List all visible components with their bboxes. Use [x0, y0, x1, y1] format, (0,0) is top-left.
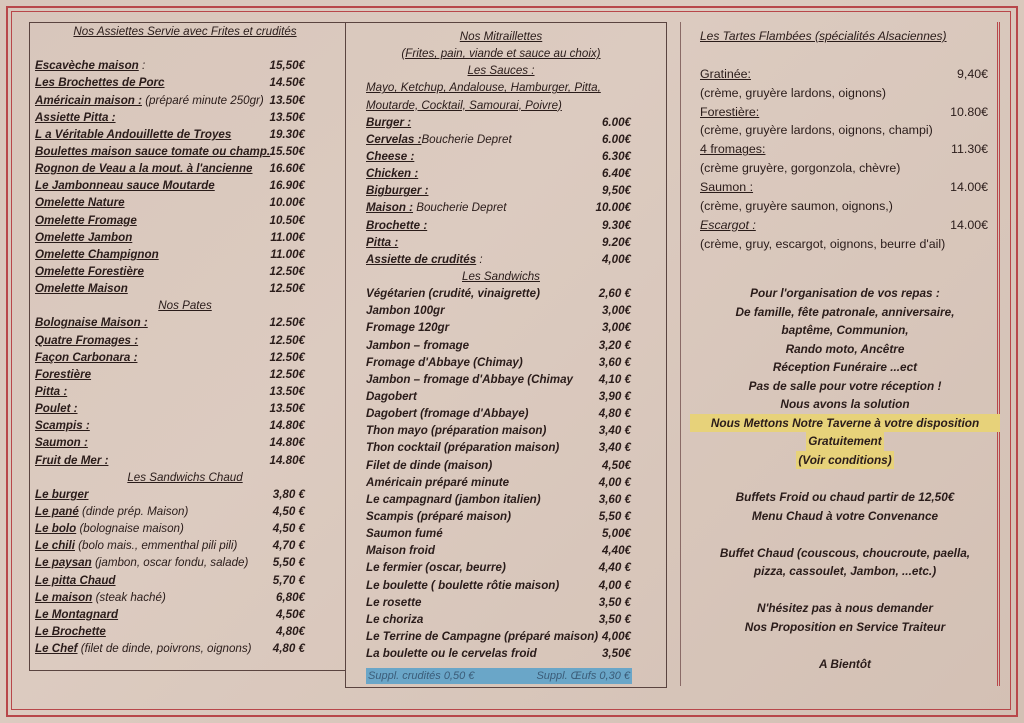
menu-item [35, 280, 335, 297]
item-name: Saumon : [35, 436, 88, 450]
item-name: L a Véritable Andouillette de Troyes [35, 127, 232, 141]
item-name: Quatre Fromages : [35, 333, 139, 347]
assiettes-column [35, 23, 335, 657]
menu-item [366, 285, 636, 302]
item-price: 12.50€ [269, 282, 305, 296]
menu-item [366, 337, 636, 354]
highlight-line [690, 451, 1000, 470]
menu-item [35, 417, 335, 434]
item-description: (crème gruyère, gorgonzola, chèvre) [700, 161, 901, 176]
menu-item [366, 559, 636, 576]
item-price: 13.50€ [269, 384, 305, 398]
menu-item [35, 366, 335, 383]
item-price: 10.50€ [269, 213, 305, 227]
menu-item [35, 434, 335, 451]
item-description: (dinde prép. Maison) [78, 504, 189, 518]
item-price: 12.50€ [269, 333, 305, 347]
info-line: Pas de salle pour votre réception ! [748, 378, 942, 393]
item-price: 10.00€ [595, 201, 631, 215]
item-name: Le Brochette [35, 624, 106, 638]
menu-item [35, 383, 335, 400]
item-name: Omelette Maison [35, 282, 128, 296]
item-price: 3,40 € [598, 441, 631, 455]
item-name: Fromage 120gr [366, 321, 450, 335]
item-price: 14.00€ [950, 217, 988, 232]
item-name: Jambon – fromage d'Abbaye (Chimay [366, 372, 573, 386]
item-name: Le fermier (oscar, beurre) [366, 561, 506, 575]
item-price: 14.50€ [269, 76, 305, 90]
highlight-text: (Voir conditions) [796, 451, 893, 470]
item-name: Végétarien (crudité, vinaigrette) [366, 287, 540, 301]
item-price: 4,80 € [598, 407, 631, 421]
item-price: 5,70 € [272, 573, 305, 587]
info-line: Pour l'organisation de vos repas : [750, 286, 940, 300]
item-name: Dagobert (fromage d'Abbaye) [366, 407, 529, 421]
item-name: La boulette ou le cervelas froid [366, 647, 537, 661]
supplements-bar [366, 668, 632, 684]
item-name: Rognon de Veau a la mout. à l'ancienne [35, 162, 253, 176]
item-price: 3,50 € [598, 595, 631, 609]
item-price: 4,00 € [598, 578, 631, 592]
menu-item [366, 577, 636, 594]
item-description: (crème, gruyère lardons, oignons, champi) [700, 123, 933, 138]
item-name: Bigburger : [366, 184, 429, 198]
item-name: Cheese : [366, 149, 415, 163]
menu-item [366, 508, 636, 525]
item-price: 3,80 € [272, 487, 305, 501]
item-name: Chicken : [366, 167, 419, 181]
menu-item [35, 143, 335, 160]
mitraillettes-title: Nos Mitraillettes [459, 30, 543, 43]
blank-line [700, 46, 990, 65]
item-price: 3,60 € [598, 355, 631, 369]
item-description: (filet de dinde, poivrons, oignons) [77, 642, 252, 656]
item-price: 19.30€ [269, 127, 305, 141]
item-name: Burger : [366, 115, 412, 129]
menu-item [366, 131, 636, 148]
item-name: Omelette Forestière [35, 264, 144, 278]
item-price: 5,00€ [601, 527, 631, 541]
item-name: Le pitta Chaud [35, 573, 116, 587]
menu-item [366, 525, 636, 542]
item-price: 9,40€ [956, 66, 988, 81]
item-price: 13.50€ [269, 402, 305, 416]
item-name: Thon cocktail (préparation maison) [366, 441, 560, 455]
item-name: Le burger [35, 487, 89, 501]
assiettes-title: Nos Assiettes Servie avec Frites et crudités [73, 25, 297, 38]
item-price: 4,50 € [272, 504, 305, 518]
highlight-line [690, 414, 1000, 433]
item-price: 9,50€ [601, 184, 631, 198]
menu-item [35, 74, 335, 91]
sauces-list: Mayo, Ketchup, Andalouse, Hamburger, Pitta, [366, 81, 601, 95]
menu-item [35, 212, 335, 229]
menu-item [366, 457, 636, 474]
item-description: (steak haché) [92, 590, 166, 604]
menu-item [366, 148, 636, 165]
closing-line: A Bientôt [819, 656, 871, 671]
menu-item [35, 160, 335, 177]
item-description: (crème, gruyère lardons, oignons) [700, 85, 886, 100]
item-price: 3,40 € [598, 424, 631, 438]
sandwichs-chaud-title: Les Sandwichs Chaud [127, 470, 243, 484]
traiteur-line: Nos Proposition en Service Traiteur [744, 619, 946, 634]
buffets-line: Buffets Froid ou chaud partir de 12,50€ [735, 490, 955, 505]
buffet-chaud-line: Buffet Chaud (couscous, choucroute, paella, [719, 545, 971, 560]
item-price: 5,50 € [598, 509, 631, 523]
tartes-title: Les Tartes Flambées (spécialités Alsaciennes) [700, 29, 947, 43]
item-name: Le Chef [35, 642, 78, 656]
item-name: Scampis : [35, 419, 90, 433]
item-name: Assiette Pitta : [35, 110, 116, 124]
menu-item [35, 314, 335, 331]
item-price: 4,00€ [601, 629, 631, 643]
item-price: 3,20 € [598, 338, 631, 352]
item-name: Américain maison : [35, 93, 142, 107]
info-line: Rando moto, Ancêtre [785, 341, 905, 356]
item-price: 3,50 € [598, 612, 631, 626]
menu-item [366, 319, 636, 336]
item-price: 6.00€ [601, 115, 631, 129]
menu-item [366, 354, 636, 371]
item-price: 2,60 € [598, 287, 631, 301]
blank-line [690, 636, 1000, 655]
supplement-crudites: Suppl. crudités 0,50 € [368, 670, 475, 682]
item-name: Jambon – fromage [366, 338, 470, 352]
item-name: Brochette : [366, 218, 428, 232]
info-line: Réception Funéraire ...ect [772, 360, 918, 375]
item-price: 11.00€ [270, 247, 305, 261]
item-name: Forestière [35, 367, 92, 381]
menu-item [366, 594, 636, 611]
item-price: 12.50€ [269, 316, 305, 330]
item-price: 16.60€ [269, 162, 305, 176]
menu-item [35, 623, 335, 640]
item-description: (préparé minute 250gr) [141, 93, 264, 107]
item-name: Poulet : [35, 402, 78, 416]
item-name: Le chili [35, 539, 75, 553]
menu-item [366, 645, 636, 662]
sauces-title: Les Sauces : [467, 64, 535, 78]
item-name: Bolognaise Maison : [35, 316, 148, 330]
menu-item [35, 194, 335, 211]
menu-item [366, 388, 636, 405]
menu-item [366, 491, 636, 508]
item-name: Le pané [35, 504, 79, 518]
item-description: (bolognaise maison) [76, 522, 184, 536]
menu-item [35, 126, 335, 143]
item-name: Dagobert [366, 389, 417, 403]
item-name: Maison : [366, 201, 414, 215]
menu-item [366, 114, 636, 131]
item-name: Thon mayo (préparation maison) [366, 424, 547, 438]
tartes-flambees-column [700, 27, 990, 254]
item-price: 16.90€ [269, 179, 305, 193]
item-name: Américain préparé minute [366, 475, 510, 489]
buffets-line: Menu Chaud à votre Convenance [751, 508, 939, 523]
item-price: 4,80€ [275, 624, 305, 638]
item-name: Omelette Jambon [35, 230, 133, 244]
traiteur-line: N'hésitez pas à nous demander [757, 601, 933, 616]
menu-item [366, 628, 636, 645]
item-price: 3,00€ [601, 321, 631, 335]
highlight-text: Nous Mettons Notre Taverne à votre disposition [710, 415, 980, 430]
item-price: 9.20€ [601, 235, 631, 249]
menu-item [366, 217, 636, 234]
item-price: 4,10 € [598, 372, 631, 386]
menu-item [35, 520, 335, 537]
menu-item [35, 246, 335, 263]
item-description: (crème, gruyère saumon, oignons,) [700, 199, 893, 214]
item-name: Omelette Nature [35, 196, 125, 210]
menu-item [35, 349, 335, 366]
item-name: Filet de dinde (maison) [366, 458, 493, 472]
menu-item [366, 474, 636, 491]
item-price: 4,50 € [272, 522, 305, 536]
tarte-item [700, 216, 990, 235]
item-name: Jambon 100gr [366, 304, 445, 318]
menu-item [366, 422, 636, 439]
item-name: Fromage d'Abbaye (Chimay) [366, 355, 523, 369]
item-name: Façon Carbonara : [35, 350, 138, 364]
item-name: Escavèche maison [35, 59, 139, 73]
item-price: 4,40 € [598, 561, 631, 575]
item-name: Le maison [35, 590, 93, 604]
tarte-item [700, 178, 990, 197]
item-name: Le paysan [35, 556, 92, 570]
buffet-chaud-line: pizza, cassoulet, Jambon, ...etc.) [753, 564, 937, 579]
item-price: 4,70 € [272, 539, 305, 553]
item-name: Le rosette [366, 595, 422, 609]
supplement-oeufs: Suppl. Œufs 0,30 € [536, 670, 630, 682]
menu-item [35, 452, 335, 469]
item-description: (jambon, oscar fondu, salade) [91, 556, 249, 570]
item-description: : [476, 252, 483, 266]
menu-item [35, 572, 335, 589]
item-description: : [138, 59, 146, 73]
item-price: 6.40€ [601, 167, 631, 181]
item-name: Le Jambonneau sauce Moutarde [35, 179, 215, 193]
item-name: Le Terrine de Campagne (préparé maison) [366, 629, 599, 643]
item-name: Gratinée: [700, 66, 751, 81]
item-name: Escargot : [700, 217, 756, 232]
menu-item [35, 92, 335, 109]
item-price: 11.00€ [270, 230, 305, 244]
tarte-item [700, 140, 990, 159]
item-price: 12.50€ [269, 264, 305, 278]
item-price: 12.50€ [269, 350, 305, 364]
menu-item [35, 606, 335, 623]
tarte-item [700, 65, 990, 84]
item-name: Le boulette ( boulette rôtie maison) [366, 578, 560, 592]
item-price: 4,00 € [598, 475, 631, 489]
menu-item [366, 611, 636, 628]
item-name: Omelette Fromage [35, 213, 137, 227]
item-description: Boucherie Depret [421, 132, 512, 146]
item-description: (crème, gruy, escargot, oignons, beurre d'ail) [700, 236, 946, 251]
menu-item [35, 503, 335, 520]
item-price: 14.00€ [950, 180, 988, 195]
menu-item [35, 229, 335, 246]
item-price: 13.50€ [269, 110, 305, 124]
pates-title: Nos Pates [158, 299, 212, 313]
item-price: 14.80€ [269, 436, 305, 450]
item-price: 4,40€ [601, 544, 631, 558]
blank-line [35, 40, 335, 57]
item-price: 10.00€ [269, 196, 305, 210]
info-line: baptême, Communion, [781, 323, 909, 338]
menu-item [35, 554, 335, 571]
menu-item [366, 371, 636, 388]
blank-line [690, 581, 1000, 600]
item-name: Le campagnard (jambon italien) [366, 492, 541, 506]
item-price: 3,00€ [601, 304, 631, 318]
item-price: 15,50€ [269, 59, 305, 73]
menu-item [366, 302, 636, 319]
menu-item [366, 165, 636, 182]
menu-item [366, 182, 636, 199]
blank-line [690, 525, 1000, 544]
item-name: Forestière: [700, 104, 760, 119]
item-name: Boulettes maison sauce tomate ou champ. [35, 144, 271, 158]
item-price: 4,80 € [272, 642, 305, 656]
menu-item [366, 199, 636, 216]
item-price: 14.80€ [269, 419, 305, 433]
item-name: Pitta : [35, 384, 68, 398]
item-price: 13.50€ [269, 93, 305, 107]
menu-item [35, 400, 335, 417]
item-price: 4,50€ [601, 458, 631, 472]
info-line: De famille, fête patronale, anniversaire, [735, 304, 955, 319]
item-price: 5,50 € [272, 556, 305, 570]
item-price: 3,90 € [598, 389, 631, 403]
item-name: Le bolo [35, 522, 77, 536]
menu-item [366, 542, 636, 559]
item-price: 10.80€ [950, 104, 988, 119]
item-price: 6,80€ [275, 590, 305, 604]
item-name: Saumon fumé [366, 527, 443, 541]
highlight-line [690, 432, 1000, 451]
menu-item [366, 405, 636, 422]
item-price: 9.30€ [601, 218, 631, 232]
mitraillettes-subtitle: (Frites, pain, viande et sauce au choix) [401, 47, 601, 61]
info-line: Nous avons la solution [780, 397, 910, 412]
item-name: Le choriza [366, 612, 424, 626]
item-price: 14.80€ [269, 453, 305, 467]
menu-item [35, 263, 335, 280]
item-price: 6.30€ [601, 149, 631, 163]
item-price: 12.50€ [269, 367, 305, 381]
item-name: Maison froid [366, 544, 435, 558]
item-price: 3,50€ [601, 647, 631, 661]
item-name: Scampis (préparé maison) [366, 509, 511, 523]
menu-item [35, 589, 335, 606]
item-price: 11.30€ [951, 142, 988, 157]
item-price: 15.50€ [269, 144, 305, 158]
item-price: 4,00€ [601, 252, 631, 266]
sauces-list: Moutarde, Cocktail, Samourai, Poivre) [366, 98, 562, 112]
item-price: 4,50€ [275, 607, 305, 621]
menu-item [35, 640, 335, 657]
menu-item [35, 57, 335, 74]
item-name: Le Montagnard [35, 607, 119, 621]
events-info [690, 284, 1000, 673]
menu-item [35, 486, 335, 503]
blank-line [690, 469, 1000, 488]
item-name: 4 fromages: [700, 142, 766, 157]
item-name: Assiette de crudités [366, 252, 477, 266]
menu-item [366, 439, 636, 456]
menu-item [35, 109, 335, 126]
item-name: Cervelas : [366, 132, 422, 146]
menu-item [366, 234, 636, 251]
mitraillettes-column [366, 28, 636, 662]
tarte-item [700, 103, 990, 122]
item-description: (bolo mais., emmenthal pili pili) [74, 539, 238, 553]
item-description: Boucherie Depret [413, 201, 507, 215]
highlight-text: Gratuitement [806, 432, 883, 451]
sandwichs-title: Les Sandwichs [462, 269, 540, 283]
menu-item [35, 177, 335, 194]
item-name: Fruit de Mer : [35, 453, 109, 467]
menu-item [35, 537, 335, 554]
item-price: 6.00€ [601, 132, 631, 146]
menu-item [35, 332, 335, 349]
item-name: Omelette Champignon [35, 247, 159, 261]
item-name: Les Brochettes de Porc [35, 76, 165, 90]
menu-item [366, 251, 636, 268]
item-name: Saumon : [700, 180, 754, 195]
item-price: 3,60 € [598, 492, 631, 506]
item-name: Pitta : [366, 235, 399, 249]
